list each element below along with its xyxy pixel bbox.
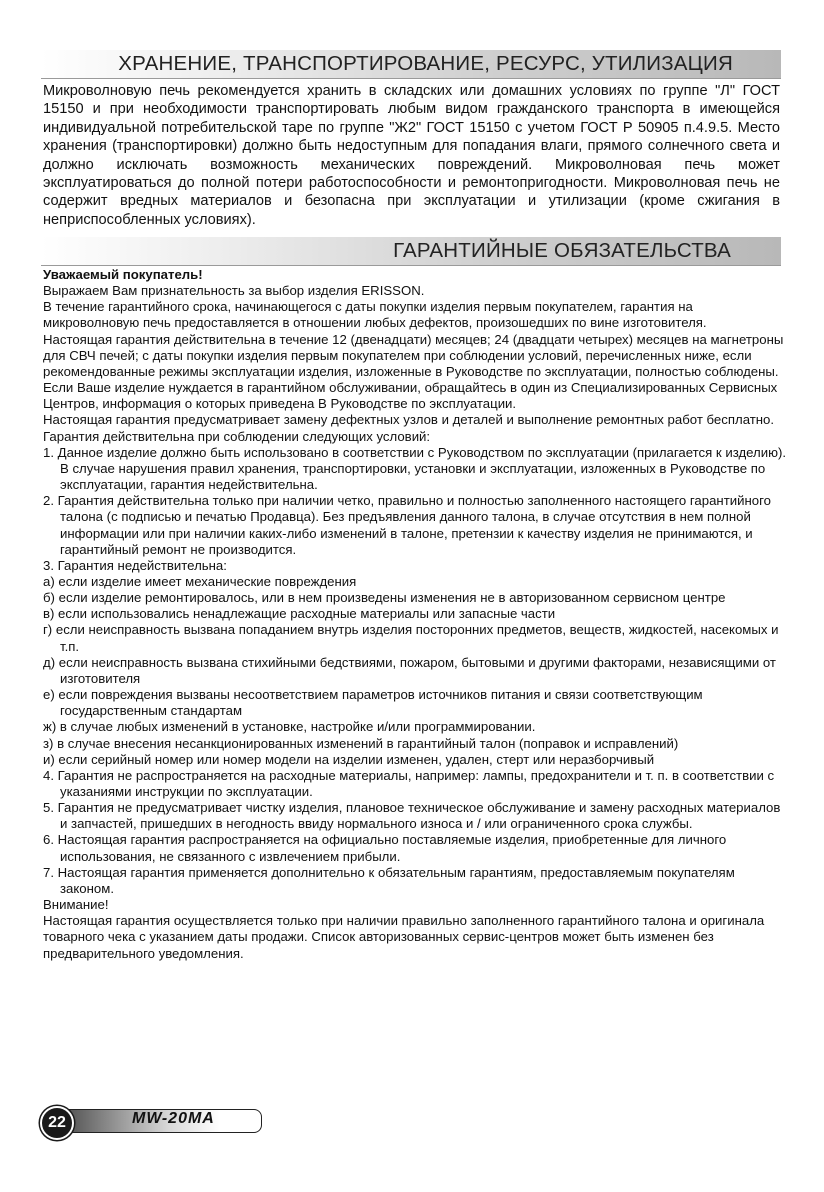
paragraph: Если Ваше изделие нуждается в гарантийном обслуживании, обращайтесь в один из Специализированных Сервисных Центров, информация о которых приведена В Руководстве по эксплуатации. [43,380,778,412]
paragraph: В течение гарантийного срока, начинающегося с даты покупки изделия первым покупателем, гарантия на микроволновую печь предоставляется в отношении любых дефектов, произошедших по вине изготовителя. [43,299,707,331]
storage-section-title: ХРАНЕНИЕ, ТРАНСПОРТИРОВАНИЕ, РЕСУРС, УТИЛИЗАЦИЯ [118,52,733,75]
warranty-section-banner [41,237,781,266]
condition-item: 4. Гарантия не распространяется на расходные материалы, например: лампы, предохранители и т. п. в соответствии с указаниями инструкции по эксплуатации. [43,767,775,799]
warranty-body [43,267,789,962]
invalid-case-item: з) в случае внесения несанкционированных изменений в гарантийный талон (поправок и исправлений) [43,735,679,751]
storage-section-text: Микроволновую печь рекомендуется хранить в складских или домашних условиях по группе "Л" ГОСТ 15150 и при необходимости транспортировать любым видом гражданского транспорта в имеющейся индивидуальной потребительской таре по группе "Ж2" ГОСТ 15150 с учетом ГОСТ Р 50905 п.4.9.5. Место хранения (транспортировки) должно быть недоступным для попадания влаги, прямого солнечного света и должно исключать возможность механических повреждений. Микроволновая печь может эксплуатироваться до полной потери работоспособности и ремонтопригодности. Микроволновая печь не содержит вредных материалов и безопасна при эксплуатации и утилизации (кроме сжигания в неприспособленных условиях). [43,83,780,228]
invalid-case-item: в) если использовались ненадлежащие расходные материалы или запасные части [43,606,556,622]
condition-item: 2. Гарантия действительна только при наличии четко, правильно и полностью заполненного настоящего гарантийного талона (с подписью и печатью Продавца). Без предъявления данного талона, в случае отсутствия в нем полной информации или при наличии каких-либо изменений в талоне, претензии к качеству изделия не принимаются, и гарантийный ремонт не производится. [43,493,771,557]
page-number: 22 [40,1106,74,1140]
paragraph: Настоящая гарантия предусматривает замену дефектных узлов и деталей и выполнение ремонтных работ бесплатно. [43,412,775,428]
page-footer [40,1106,262,1136]
greeting: Уважаемый покупатель! [43,267,203,282]
model-name: MW-20MA [132,1110,215,1127]
attention-label: Внимание! [43,897,109,913]
invalid-case-item: б) если изделие ремонтировалось, или в нем произведены изменения не в авторизованном сервисном центре [43,590,726,606]
paragraph: Настоящая гарантия действительна в течение 12 (двенадцати) месяцев; 24 (двадцати четырех) месяцев на магнетроны для СВЧ печей; с даты покупки изделия первым покупателем при соблюдении условий, перечисленных ниже, если рекомендованные режимы эксплуатации изделия, изложенные в Руководстве по эксплуатации, полностью соблюдены. [43,331,784,379]
invalid-case-item: и) если серийный номер или номер модели на изделии изменен, удален, стерт или неразборчивый [43,751,655,767]
invalid-case-item: г) если неисправность вызвана попаданием внутрь изделия посторонних предметов, веществ, жидкостей, насекомых и т.п. [43,622,779,654]
final-paragraph: Настоящая гарантия осуществляется только при наличии правильно заполненного гарантийного талона и оригинала товарного чека с указанием даты продажи. Список авторизованных сервис-центров может быть изменен без предварительного уведомления. [43,913,765,961]
invalid-case-item: д) если неисправность вызвана стихийными бедствиями, пожаром, бытовыми и другими факторами, независящими от изготовителя [43,654,776,686]
paragraph: Выражаем Вам признательность за выбор изделия ERISSON. [43,283,425,299]
invalid-case-item: ж) в случае любых изменений в установке, настройке и/или программировании. [43,719,536,735]
condition-item: 6. Настоящая гарантия распространяется на официально поставляемые изделия, приобретенные для личного использования, не связанного с извлечением прибыли. [43,832,727,864]
storage-section-banner [41,50,781,79]
condition-item: 5. Гарантия не предусматривает чистку изделия, плановое техническое обслуживание и замену расходных материалов и запчастей, пришедших в негодность ввиду нормального износа и / или ограниченного срока службы. [43,800,781,832]
invalid-case-item: а) если изделие имеет механические повреждения [43,573,357,589]
invalid-case-item: е) если повреждения вызваны несоответствием параметров источников питания и связи соответствующим государственным стандартам [43,687,703,719]
condition-item: 7. Настоящая гарантия применяется дополнительно к обязательным гарантиям, предоставляемым покупателям законом. [43,864,735,896]
paragraph: Гарантия действительна при соблюдении следующих условий: [43,428,431,444]
warranty-section-title: ГАРАНТИЙНЫЕ ОБЯЗАТЕЛЬСТВА [393,239,731,262]
condition-item: 3. Гарантия недействительна: [43,557,227,573]
condition-item: 1. Данное изделие должно быть использовано в соответствии с Руководством по эксплуатации (прилагается к изделию). В случае нарушения правил хранения, транспортировки, установки и эксплуатации, изложенных в Руководстве по эксплуатации, гарантия недействительна. [43,444,787,493]
